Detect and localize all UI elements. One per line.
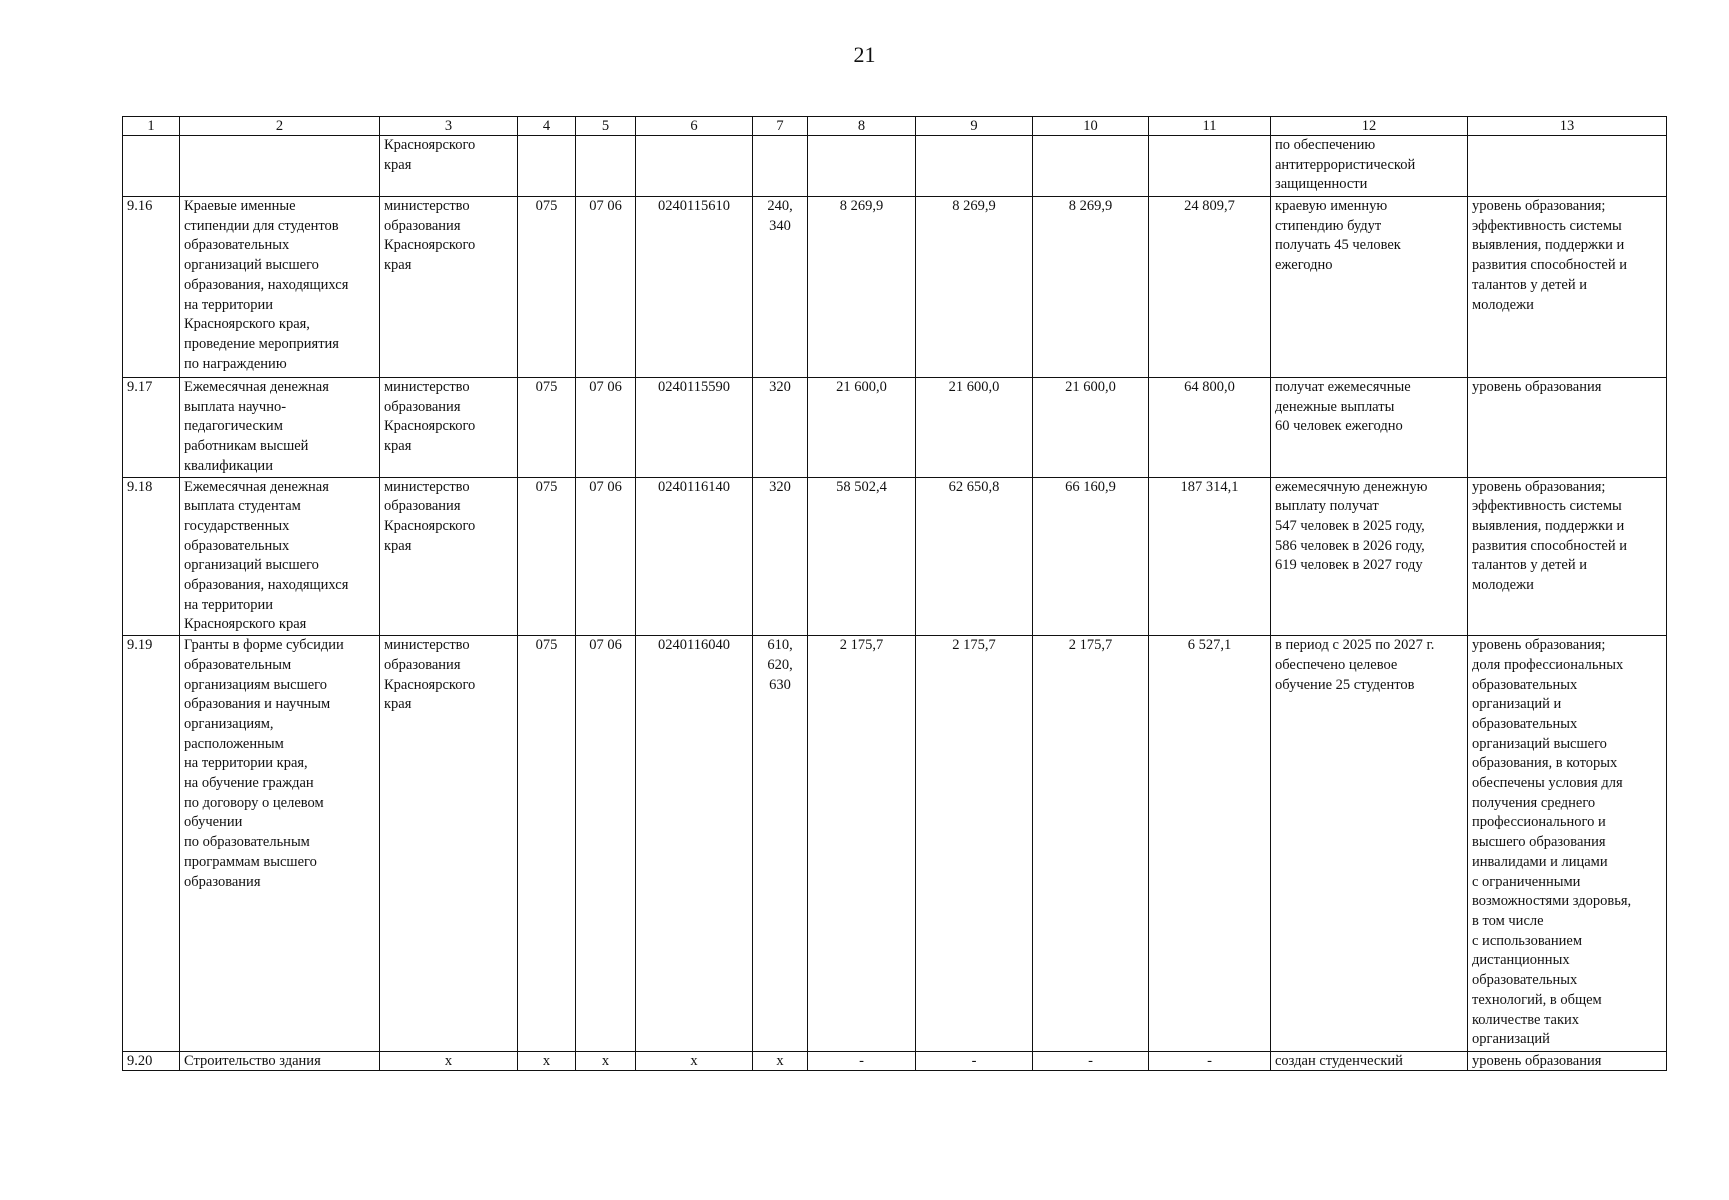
responsible-agency: министерство образования Красноярского края [380, 197, 518, 378]
expected-result: ежемесячную денежную выплату получат 547 человек в 2025 году, 586 человек в 2026 году, 619 человек в 2027 году [1271, 477, 1468, 636]
program-measures-table [122, 116, 1667, 1071]
responsible-agency: х [380, 1052, 518, 1071]
amount-2027 [1033, 136, 1149, 197]
target-article-code: х [636, 1052, 753, 1071]
amount-2027: 66 160,9 [1033, 477, 1149, 636]
amount-2025: 58 502,4 [808, 477, 916, 636]
target-indicator: уровень образования [1468, 1052, 1667, 1071]
target-article-code: 0240115590 [636, 378, 753, 478]
row-number: 9.16 [123, 197, 180, 378]
row-number: 9.20 [123, 1052, 180, 1071]
section-code: х [576, 1052, 636, 1071]
grbs-code: 075 [518, 197, 576, 378]
amount-total [1149, 136, 1271, 197]
table-row [123, 378, 1667, 478]
target-article-code: 0240116040 [636, 636, 753, 1052]
responsible-agency: министерство образования Красноярского края [380, 477, 518, 636]
measure-name: Краевые именные стипендии для студентов образовательных организаций высшего образования, находящихся на территории Красноярского края, проведение мероприятия по награждению [180, 197, 380, 378]
expected-result: по обеспечению антитеррористической защищенности [1271, 136, 1468, 197]
expense-type-code: х [753, 1052, 808, 1071]
grbs-code: 075 [518, 636, 576, 1052]
amount-total: 24 809,7 [1149, 197, 1271, 378]
amount-2025 [808, 136, 916, 197]
amount-2025: 2 175,7 [808, 636, 916, 1052]
measure-name: Ежемесячная денежная выплата студентам государственных образовательных организаций высшего образования, находящихся на территории Красноярского края [180, 477, 380, 636]
row-number: 9.19 [123, 636, 180, 1052]
amount-2026: 8 269,9 [916, 197, 1033, 378]
amount-total: 6 527,1 [1149, 636, 1271, 1052]
grbs-code: 075 [518, 378, 576, 478]
column-header: 2 [180, 117, 380, 136]
column-header: 12 [1271, 117, 1468, 136]
responsible-agency: министерство образования Красноярского края [380, 636, 518, 1052]
section-code: 07 06 [576, 197, 636, 378]
amount-2027: 8 269,9 [1033, 197, 1149, 378]
column-header: 13 [1468, 117, 1667, 136]
measure-name: Гранты в форме субсидии образовательным организациям высшего образования и научным организациям, расположенным на территории края, на обучение граждан по договору о целевом обучении по образовательным программам высшего образования [180, 636, 380, 1052]
table-row [123, 1052, 1667, 1071]
expense-type-code: 240, 340 [753, 197, 808, 378]
page-number: 21 [853, 42, 876, 67]
column-header: 1 [123, 117, 180, 136]
grbs-code: х [518, 1052, 576, 1071]
grbs-code [518, 136, 576, 197]
expected-result: в период с 2025 по 2027 г. обеспечено целевое обучение 25 студентов [1271, 636, 1468, 1052]
section-code: 07 06 [576, 378, 636, 478]
column-header: 9 [916, 117, 1033, 136]
target-indicator [1468, 136, 1667, 197]
target-article-code: 0240115610 [636, 197, 753, 378]
table-row [123, 477, 1667, 636]
section-code [576, 136, 636, 197]
column-number-row [123, 117, 1667, 136]
amount-2027: 21 600,0 [1033, 378, 1149, 478]
responsible-agency: министерство образования Красноярского края [380, 378, 518, 478]
section-code: 07 06 [576, 477, 636, 636]
column-header: 7 [753, 117, 808, 136]
column-header: 11 [1149, 117, 1271, 136]
target-indicator: уровень образования; доля профессиональных образовательных организаций и образовательных организаций высшего образования, в которых обеспечены условия для получения среднего профессионального и высшего образования инвалидами и лицами с ограниченными возможностями здоровья, в том числе с использованием дистанционных образовательных технологий, в общем количестве таких организаций [1468, 636, 1667, 1052]
table-row [123, 136, 1667, 197]
column-header: 8 [808, 117, 916, 136]
grbs-code: 075 [518, 477, 576, 636]
target-indicator: уровень образования; эффективность системы выявления, поддержки и развития способностей и талантов у детей и молодежи [1468, 477, 1667, 636]
column-header: 6 [636, 117, 753, 136]
expected-result: создан студенческий [1271, 1052, 1468, 1071]
column-header: 4 [518, 117, 576, 136]
responsible-agency: Красноярского края [380, 136, 518, 197]
target-article-code [636, 136, 753, 197]
amount-2026: 2 175,7 [916, 636, 1033, 1052]
table-row [123, 197, 1667, 378]
amount-2025: 8 269,9 [808, 197, 916, 378]
amount-total: - [1149, 1052, 1271, 1071]
amount-2026 [916, 136, 1033, 197]
amount-total: 64 800,0 [1149, 378, 1271, 478]
target-indicator: уровень образования [1468, 378, 1667, 478]
measure-name [180, 136, 380, 197]
expected-result: получат ежемесячные денежные выплаты 60 человек ежегодно [1271, 378, 1468, 478]
amount-2027: - [1033, 1052, 1149, 1071]
amount-2026: 21 600,0 [916, 378, 1033, 478]
expense-type-code [753, 136, 808, 197]
amount-2027: 2 175,7 [1033, 636, 1149, 1052]
measure-name: Ежемесячная денежная выплата научно- педагогическим работникам высшей квалификации [180, 378, 380, 478]
amount-total: 187 314,1 [1149, 477, 1271, 636]
row-number: 9.18 [123, 477, 180, 636]
table-row [123, 636, 1667, 1052]
row-number [123, 136, 180, 197]
amount-2026: 62 650,8 [916, 477, 1033, 636]
measure-name: Строительство здания [180, 1052, 380, 1071]
target-indicator: уровень образования; эффективность системы выявления, поддержки и развития способностей и талантов у детей и молодежи [1468, 197, 1667, 378]
amount-2025: 21 600,0 [808, 378, 916, 478]
expense-type-code: 320 [753, 477, 808, 636]
amount-2026: - [916, 1052, 1033, 1071]
column-header: 5 [576, 117, 636, 136]
column-header: 3 [380, 117, 518, 136]
target-article-code: 0240116140 [636, 477, 753, 636]
expected-result: краевую именную стипендию будут получать 45 человек ежегодно [1271, 197, 1468, 378]
expense-type-code: 610, 620, 630 [753, 636, 808, 1052]
column-header: 10 [1033, 117, 1149, 136]
amount-2025: - [808, 1052, 916, 1071]
row-number: 9.17 [123, 378, 180, 478]
expense-type-code: 320 [753, 378, 808, 478]
section-code: 07 06 [576, 636, 636, 1052]
